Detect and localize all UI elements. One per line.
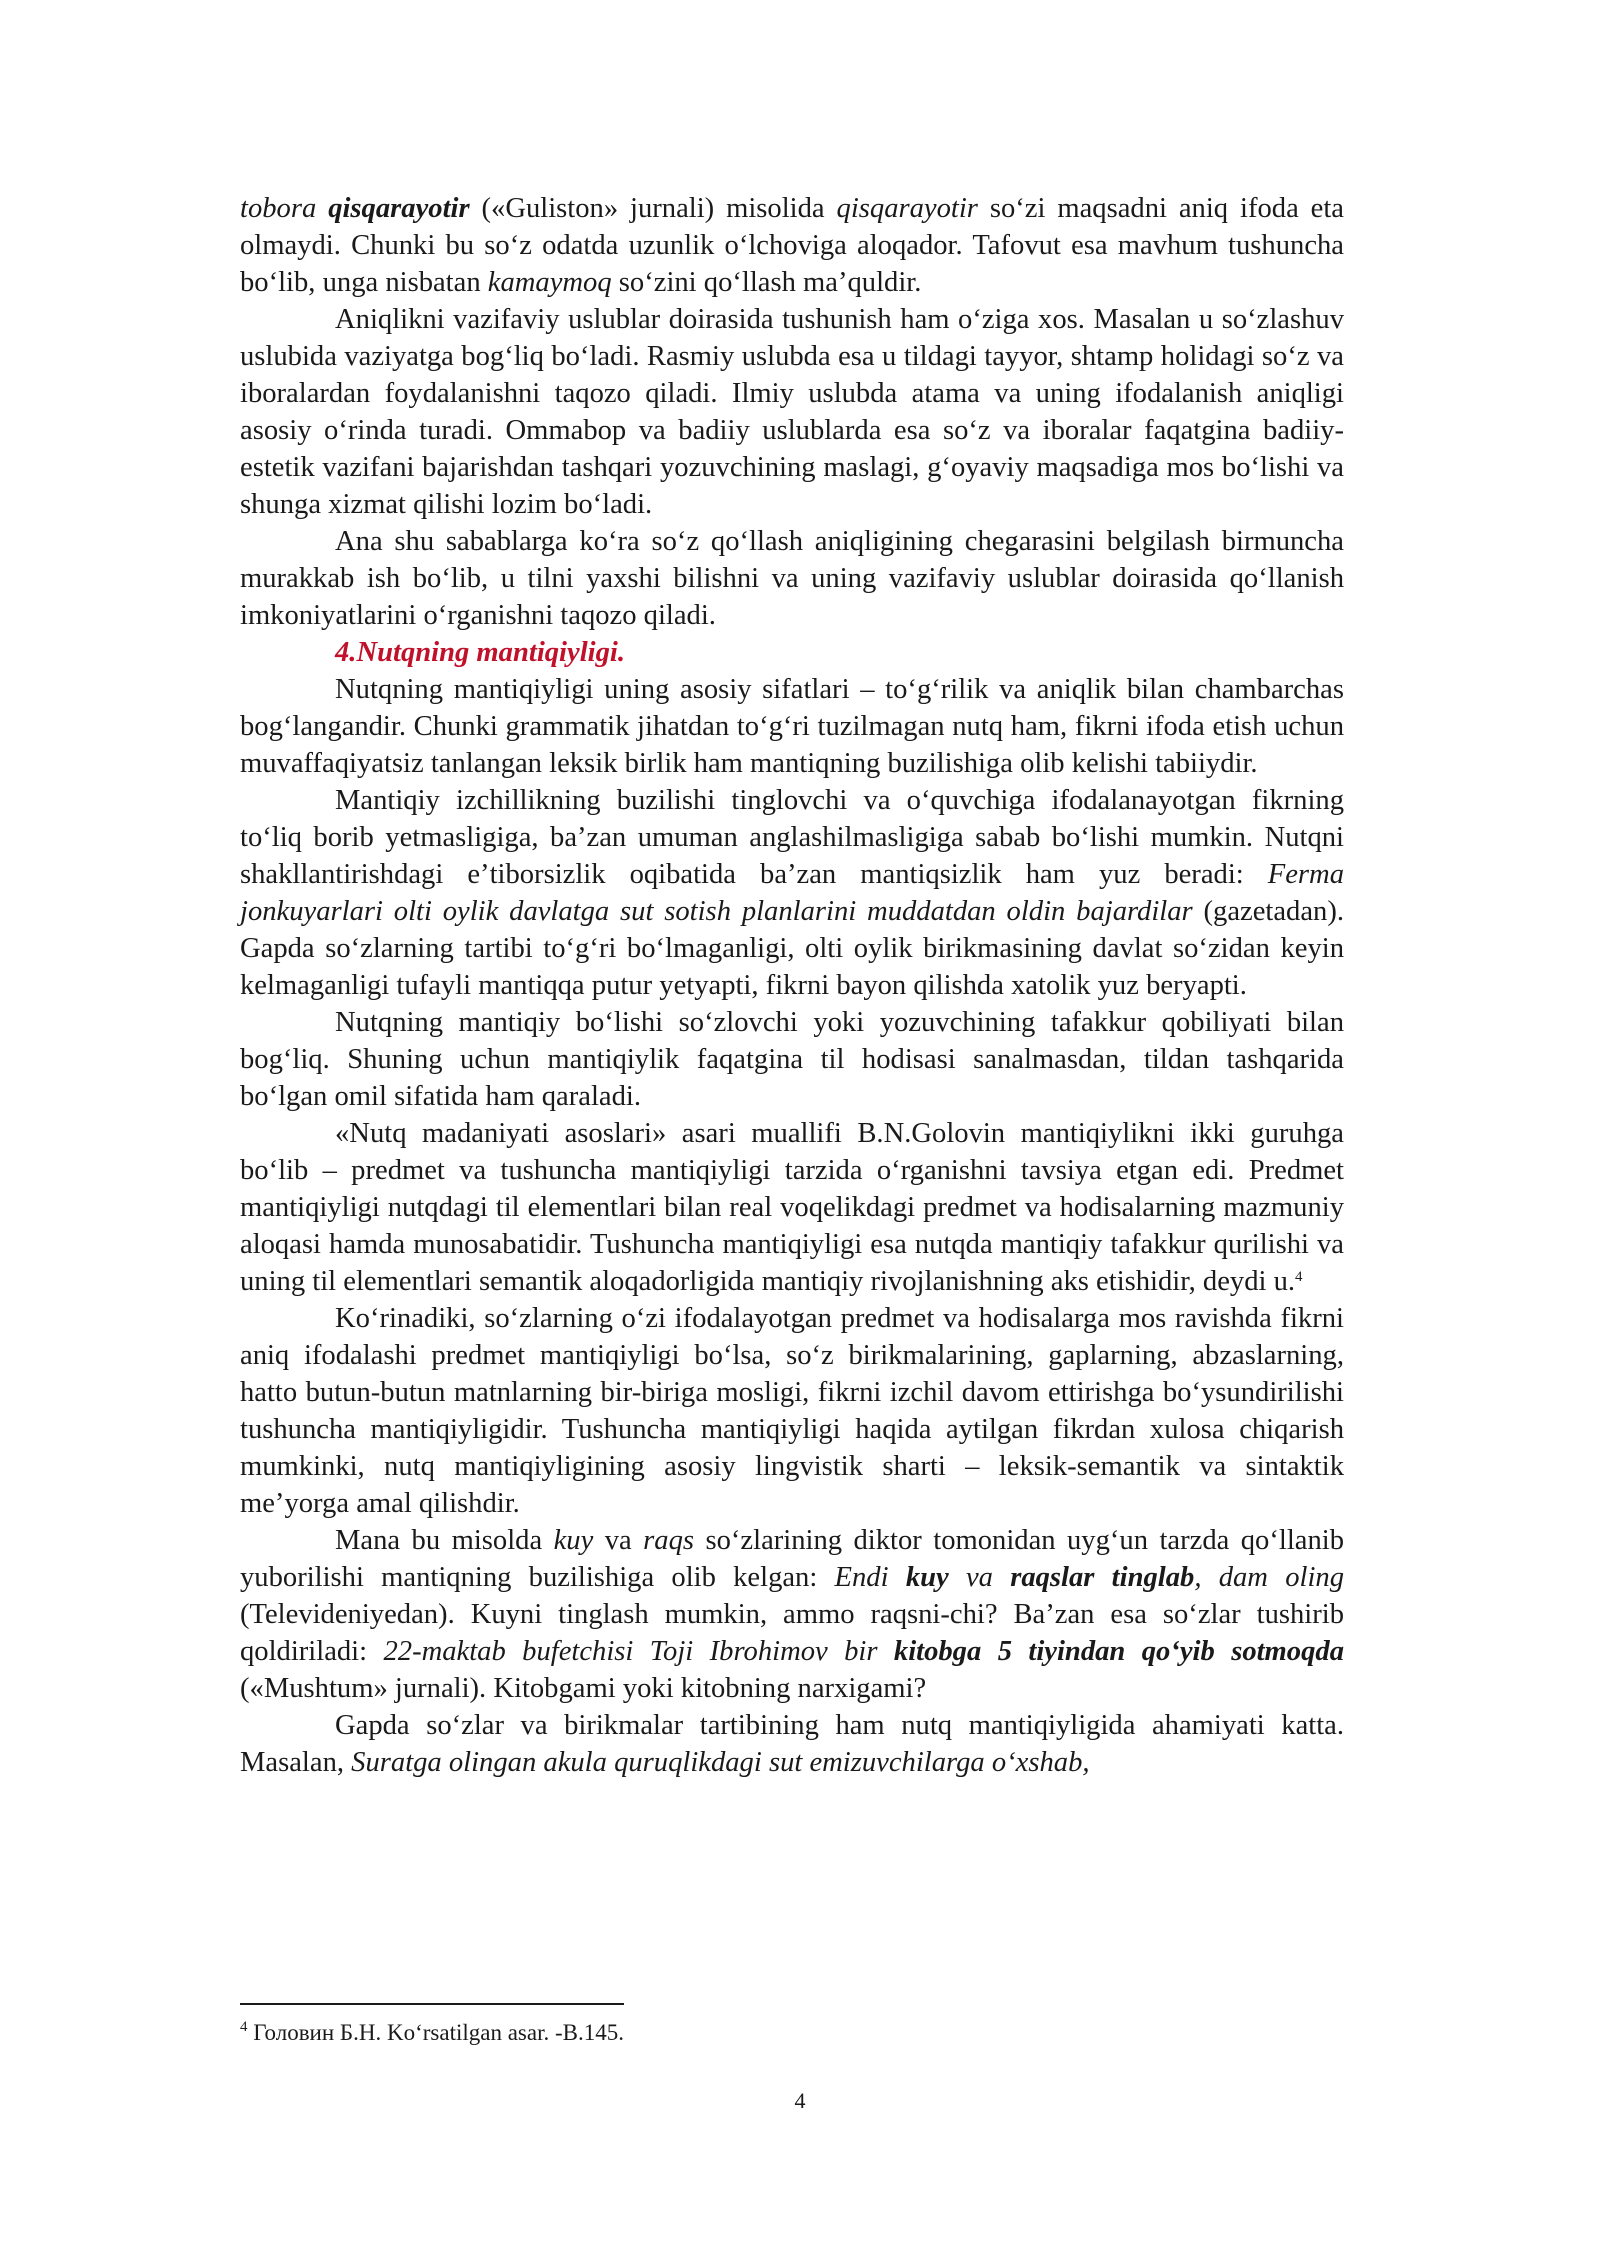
text-run: Ana shu sabablarga koʻra soʻz qoʻllash aniqligining chegarasini belgilash birmuncha murakkab ish boʻlib, u tilni yaxshi bilishni va uning vazifaviy uslublar doirasida qoʻllanish imkoniyatlarini oʻrganishni taqozo qiladi. xyxy=(240,526,1344,631)
text-run: 4.Nutqning mantiqiyligi. xyxy=(335,637,625,668)
paragraph xyxy=(240,782,1344,1004)
text-run: raqslar tinglab xyxy=(1010,1562,1195,1593)
section-heading xyxy=(240,634,1344,671)
text-run: («Mushtum» jurnali). Kitobgami yoki kitobning narxigami? xyxy=(240,1673,927,1704)
page-number: 4 xyxy=(794,2088,806,2113)
text-run: (Televideniyedan). Kuyni tinglash mumkin, ammo raqsni-chi? Baʼzan esa soʻzlar tushirib qoldiriladi: xyxy=(240,1599,1344,1667)
page-body xyxy=(240,190,1344,1781)
text-run: soʻzini qoʻllash maʼquldir. xyxy=(611,267,922,298)
text-run: Mantiqiy izchillikning buzilishi tinglovchi va oʻquvchiga ifodalanayotgan fikrning toʻliq borib yetmasligiga, baʼzan umuman anglashilmasligiga sabab boʻlishi mumkin. Nutqni shakllantirishdagi eʼtiborsizlik oqibatida baʼzan mantiqsizlik ham yuz beradi: xyxy=(240,785,1344,890)
text-run: Suratga olingan akula quruqlikdagi sut emizuvchilarga oʻxshab, xyxy=(351,1747,1090,1778)
text-run: Aniqlikni vazifaviy uslublar doirasida tushunish ham oʻziga xos. Masalan u soʻzlashuv uslubida vaziyatga bogʻliq boʻladi. Rasmiy uslubda esa u tildagi tayyor, shtamp holidagi soʻz va iboralardan foydalanishni taqozo qiladi. Ilmiy uslubda atama va uning ifodalanish aniqligi asosiy oʻrinda turadi. Ommabop va badiiy uslublarda esa soʻz va iboralar faqatgina badiiy-estetik vazifani bajarishdan tashqari yozuvchining maslagi, gʻoyaviy maqsadiga mos boʻlishi va shunga xizmat qilishi lozim boʻladi. xyxy=(240,304,1344,520)
paragraph xyxy=(240,523,1344,634)
text-run: qisqarayotir xyxy=(836,193,978,224)
text-run: , dam oling xyxy=(1194,1562,1344,1593)
paragraph xyxy=(240,671,1344,782)
footnote xyxy=(240,2018,624,2048)
text-run: 22-maktab bufetchisi Toji Ibrohimov bir xyxy=(383,1636,894,1667)
text-run: va xyxy=(593,1525,644,1556)
text-run: qisqarayotir xyxy=(328,193,470,224)
text-run: Mana bu misolda xyxy=(335,1525,554,1556)
text-run: soʻzi maqsadni aniq ifoda eta olmaydi. Chunki bu soʻz odatda uzunlik oʻlchoviga aloqador. Tafovut esa mavhum tushuncha boʻlib, unga nisbatan xyxy=(240,193,1344,298)
text-run: soʻzlarining diktor tomonidan uygʻun tarzda qoʻllanib yuborilishi mantiqning buzilishiga olib kelgan: xyxy=(240,1525,1344,1593)
text-run: kitobga 5 tiyindan qoʻyib sotmoqda xyxy=(893,1636,1344,1667)
paragraph xyxy=(240,1004,1344,1115)
paragraph xyxy=(240,1115,1344,1300)
paragraph xyxy=(240,1300,1344,1522)
footnote-number: 4 xyxy=(240,2019,248,2035)
text-run: kuy xyxy=(553,1525,594,1556)
footnote-reference: 4 xyxy=(1295,1269,1303,1285)
text-run: Nutqning mantiqiyligi uning asosiy sifatlari – toʻgʻrilik va aniqlik bilan chambarchas bogʻlangandir. Chunki grammatik jihatdan toʻgʻri tuzilmagan nutq ham, fikrni ifoda etish uchun muvaffaqiyatsiz tanlangan leksik birlik ham mantiqning buzilishiga olib kelishi tabiiydir. xyxy=(240,674,1344,779)
text-run: tobora xyxy=(240,193,329,224)
text-run: (gazetadan). Gapda soʻzlarning tartibi toʻgʻri boʻlmaganligi, olti oylik birikmasining davlat soʻzidan keyin kelmaganligi tufayli mantiqqa putur yetyapti, fikrni bayon qilishda xatolik yuz beryapti. xyxy=(240,896,1344,1001)
text-run: va xyxy=(948,1562,1011,1593)
text-run: kuy xyxy=(905,1562,949,1593)
paragraph xyxy=(240,1522,1344,1707)
paragraph xyxy=(240,301,1344,523)
text-run: Ferma jonkuyarlari olti oylik davlatga sut sotish planlarini muddatdan oldin bajardilar xyxy=(240,859,1344,927)
text-run: kamaymoq xyxy=(487,267,612,298)
footnote-separator xyxy=(240,2003,624,2005)
text-run: «Nutq madaniyati asoslari» asari muallifi B.N.Golovin mantiqiylikni ikki guruhga boʻlib – predmet va tushuncha mantiqiyligi tarzida oʻrganishni tavsiya etgan edi. Predmet mantiqiyligi nutqdagi til elementlari bilan real voqelikdagi predmet va hodisalarning mazmuniy aloqasi hamda munosabatidir. Tushuncha mantiqiyligi esa nutqda mantiqiy tafakkur qurilishi va uning til elementlari semantik aloqadorligida mantiqiy rivojlanishning aks etishidir, deydi u. xyxy=(240,1118,1344,1297)
text-run: Gapda soʻzlar va birikmalar tartibining ham nutq mantiqiyligida ahamiyati katta. Masalan, xyxy=(240,1710,1344,1778)
text-run: Koʻrinadiki, soʻzlarning oʻzi ifodalayotgan predmet va hodisalarga mos ravishda fikrni aniq ifodalashi predmet mantiqiyligi boʻlsa, soʻz birikmalarining, gaplarning, abzaslarning, hatto butun-butun matnlarning bir-biriga mosligi, fikrni izchil davom ettirishga boʻysundirilishi tushuncha mantiqiyligidir. Tushuncha mantiqiyligi haqida aytilgan fikrdan xulosa chiqarish mumkinki, nutq mantiqiyligining asosiy lingvistik sharti – leksik-semantik va sintaktik meʼyorga amal qilishdir. xyxy=(240,1303,1344,1519)
text-run: Nutqning mantiqiy boʻlishi soʻzlovchi yoki yozuvchining tafakkur qobiliyati bilan bogʻliq. Shuning uchun mantiqiylik faqatgina til hodisasi sanalmasdan, tildan tashqarida boʻlgan omil sifatida ham qaraladi. xyxy=(240,1007,1344,1112)
text-run: raqs xyxy=(643,1525,695,1556)
footnote-text: Головин Б.Н. Koʻrsatilgan asar. -B.145. xyxy=(247,2020,624,2045)
paragraph xyxy=(240,1707,1344,1781)
paragraph xyxy=(240,190,1344,301)
text-run: Endi xyxy=(834,1562,906,1593)
text-run: («Guliston» jurnali) misolida xyxy=(469,193,837,224)
